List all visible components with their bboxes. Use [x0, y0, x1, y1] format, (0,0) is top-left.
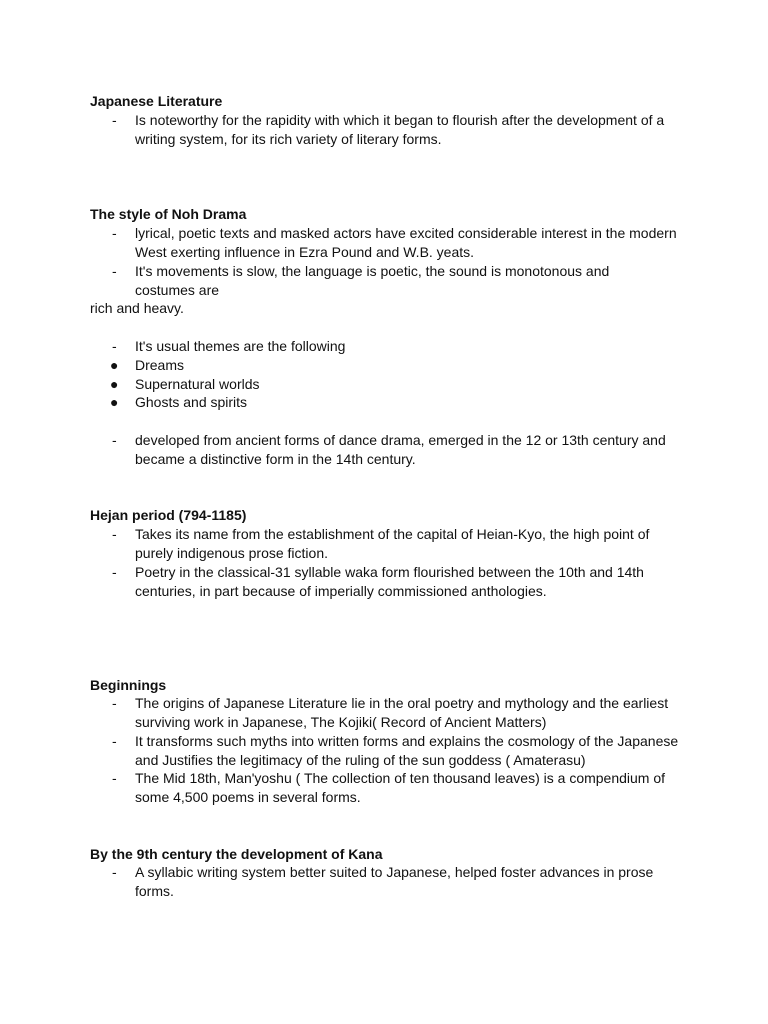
item-text: The origins of Japanese Literature lie in the oral poetry and mythology and the earliest surviving work in Japanese, The Kojiki( Record of Ancient Matters) — [135, 695, 669, 730]
list-item — [90, 224, 680, 262]
heading-kana: By the 9th century the development of Kana — [90, 846, 383, 862]
list-item — [90, 356, 680, 375]
heading-hejan-period: Hejan period (794-1185) — [90, 507, 247, 523]
list-item — [90, 337, 680, 356]
bullet-marker: ● — [110, 376, 119, 392]
dash-marker: - — [112, 770, 117, 786]
list-item — [90, 525, 680, 563]
list-item — [90, 375, 680, 394]
item-text: Poetry in the classical-31 syllable waka form flourished between the 10th and 14th centuries, in part because of imperially commissioned anthologies. — [135, 564, 644, 599]
list-item — [90, 863, 680, 901]
item-text: It's movements is slow, the language is poetic, the sound is monotonous and costumes are — [135, 263, 610, 298]
item-text: Takes its name from the establishment of the capital of Heian-Kyo, the high point of purely indigenous prose fiction. — [135, 526, 650, 561]
dash-marker: - — [112, 225, 117, 241]
list-item — [90, 262, 680, 300]
item-text: A syllabic writing system better suited to Japanese, helped foster advances in prose forms. — [135, 864, 654, 899]
item-text: Dreams — [135, 357, 185, 373]
item-text: Ghosts and spirits — [135, 394, 248, 410]
heading-noh-drama: The style of Noh Drama — [90, 206, 247, 222]
bullet-marker: ● — [110, 357, 119, 373]
list-item — [90, 111, 680, 149]
item-text: Is noteworthy for the rapidity with which it began to flourish after the development of a writing system, for its rich variety of literary forms. — [135, 112, 665, 147]
dash-marker: - — [112, 112, 117, 128]
item-text: lyrical, poetic texts and masked actors have excited considerable interest in the modern West exerting influence in Ezra Pound and W.B. yeats. — [135, 225, 677, 260]
dash-marker: - — [112, 263, 117, 279]
item-text: It transforms such myths into written forms and explains the cosmology of the Japanese and Justifies the legitimacy of the ruling of the sun goddess ( Amaterasu) — [135, 733, 679, 768]
dash-marker: - — [112, 733, 117, 749]
dash-marker: - — [112, 695, 117, 711]
list-item — [90, 563, 680, 601]
dash-marker: - — [112, 432, 117, 448]
list-item — [90, 769, 680, 807]
dash-marker: - — [112, 564, 117, 580]
continuation-text: rich and heavy. — [90, 300, 184, 316]
list-item — [90, 431, 680, 469]
list-item — [90, 732, 680, 770]
list-item — [90, 393, 680, 412]
heading-japanese-literature: Japanese Literature — [90, 93, 223, 109]
item-text: Supernatural worlds — [135, 376, 260, 392]
heading-beginnings: Beginnings — [90, 677, 167, 693]
dash-marker: - — [112, 526, 117, 542]
item-text: The Mid 18th, Man'yoshu ( The collection of ten thousand leaves) is a compendium of some 4,500 poems in several forms. — [135, 770, 666, 805]
item-text: It's usual themes are the following — [135, 338, 346, 354]
list-item — [90, 694, 680, 732]
item-text: developed from ancient forms of dance drama, emerged in the 12 or 13th century and became a distinctive form in the 14th century. — [135, 432, 666, 467]
bullet-marker: ● — [110, 394, 119, 410]
dash-marker: - — [112, 864, 117, 880]
dash-marker: - — [112, 338, 117, 354]
